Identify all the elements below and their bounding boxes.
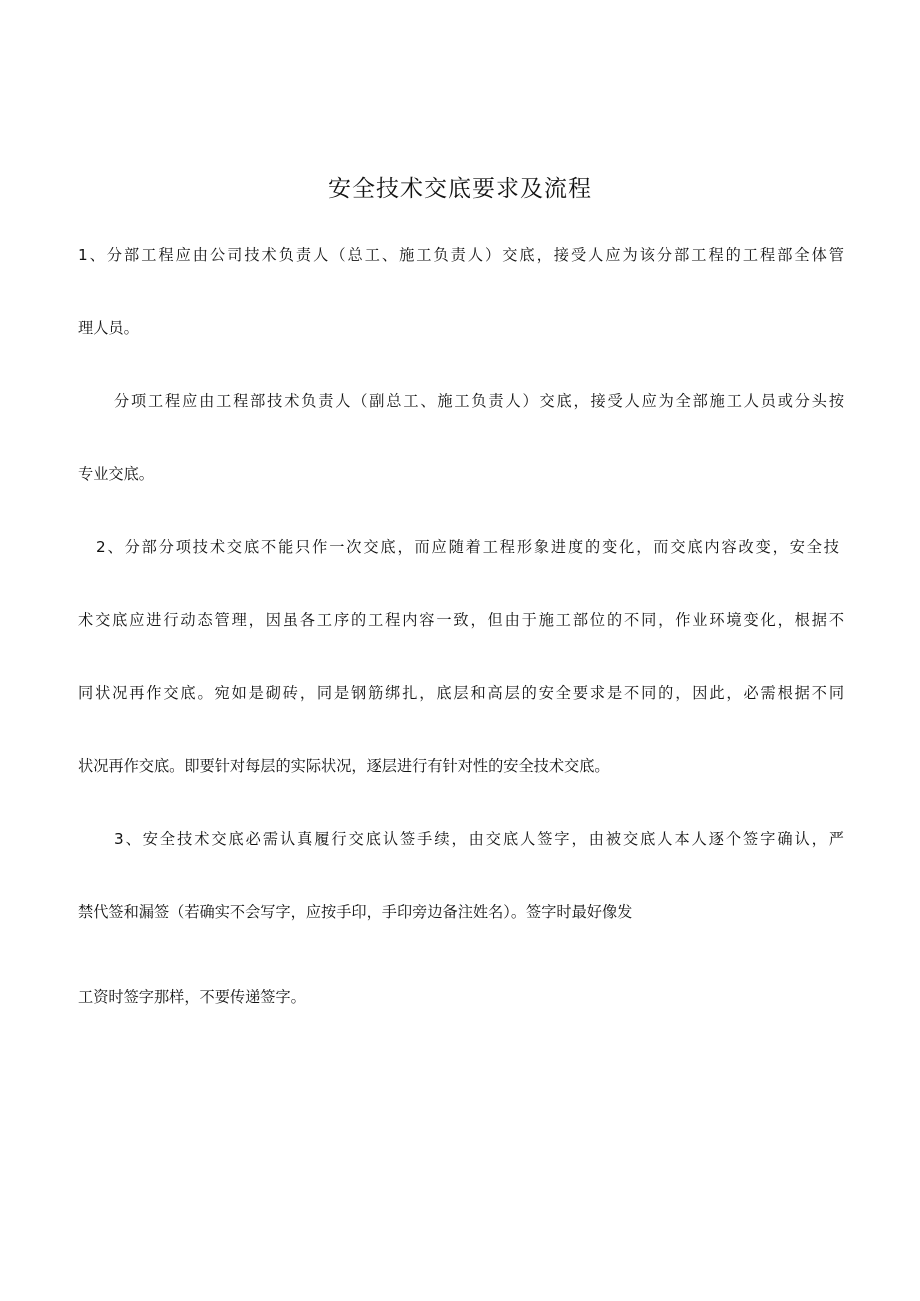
paragraph-line: 工资时签字那样，不要传递签字。 <box>78 988 306 1006</box>
document-title: 安全技术交底要求及流程 <box>328 176 592 202</box>
paragraph-line: 3、安全技术交底必需认真履行交底认签手续，由交底人签字，由被交底人本人逐个签字确认，严 <box>114 830 844 848</box>
paragraph-line: 同状况再作交底。宛如是砌砖，同是钢筋绑扎，底层和高层的安全要求是不同的，因此，必需根据不同 <box>78 684 844 702</box>
paragraph-line: 理人员。 <box>78 319 139 337</box>
paragraph-line: 2、分部分项技术交底不能只作一次交底，而应随着工程形象进度的变化，而交底内容改变，安全技 <box>96 538 839 556</box>
paragraph-line: 术交底应进行动态管理，因虽各工序的工程内容一致，但由于施工部位的不同，作业环境变化，根据不 <box>78 611 844 629</box>
paragraph-line: 状况再作交底。即要针对每层的实际状况，逐层进行有针对性的安全技术交底。 <box>78 757 610 775</box>
paragraph-line: 分项工程应由工程部技术负责人（副总工、施工负责人）交底，接受人应为全部施工人员或分头按 <box>114 392 844 410</box>
paragraph-line: 专业交底。 <box>78 465 154 483</box>
paragraph-line: 1、分部工程应由公司技术负责人（总工、施工负责人）交底，接受人应为该分部工程的工程部全体管 <box>78 246 844 264</box>
paragraph-line: 禁代签和漏签（若确实不会写字，应按手印，手印旁边备注姓名）。签字时最好像发 <box>78 903 633 921</box>
